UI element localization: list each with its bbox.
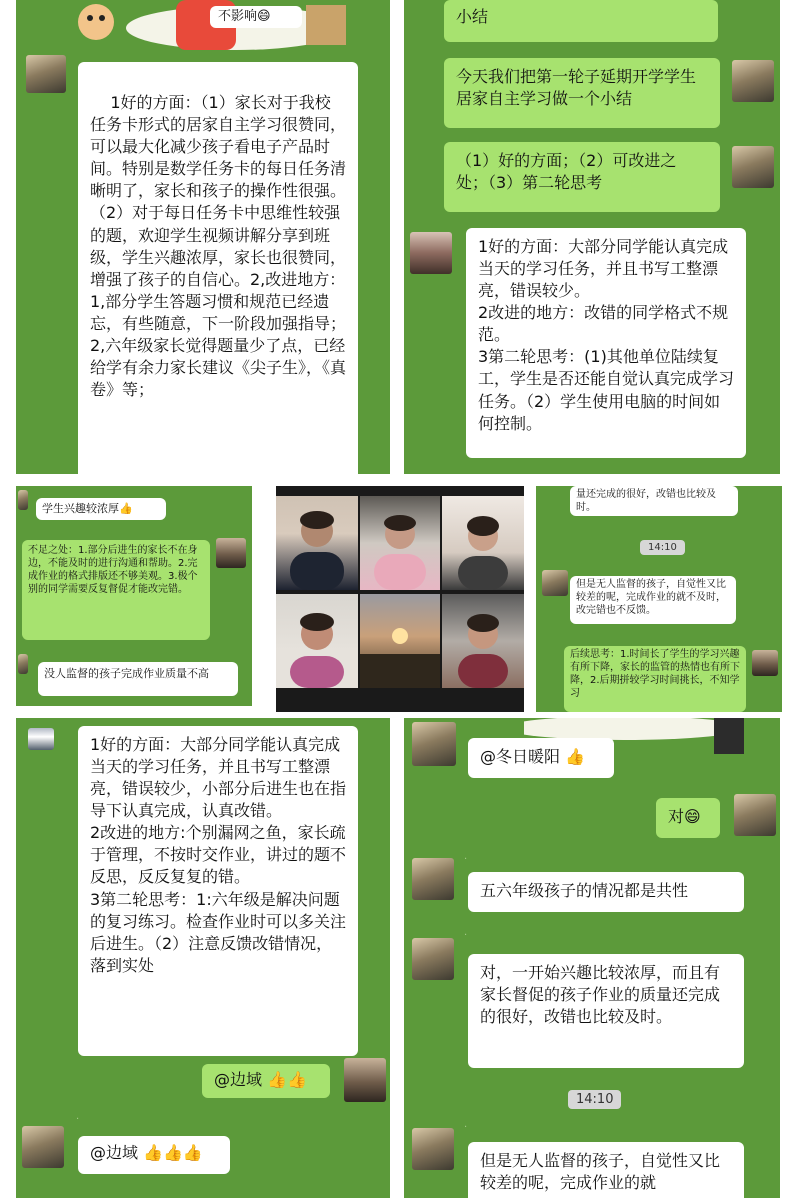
sender-avatar[interactable] <box>412 722 456 766</box>
video-tile[interactable] <box>276 496 358 590</box>
sender-avatar[interactable] <box>26 55 66 93</box>
message-bubble[interactable]: 后续思考：1.时间长了学生的学习兴趣有所下降，家长的监管的热情也有所下降，2.后期拼较学习时间挑长，不知学习 <box>564 646 746 712</box>
chat-panel-middle-right <box>536 486 782 712</box>
chat-panel-middle-left <box>16 486 252 706</box>
timestamp: 14:10 <box>640 540 685 555</box>
message-bubble[interactable]: @冬日暖阳 👍 <box>468 738 614 778</box>
sender-avatar[interactable] <box>412 1128 454 1170</box>
sender-avatar[interactable] <box>22 1126 64 1168</box>
message-bubble[interactable]: 五六年级孩子的情况都是共性 <box>468 872 744 912</box>
chat-panel-bottom-right <box>404 718 780 1198</box>
person-video <box>276 594 358 688</box>
message-bubble[interactable]: 今天我们把第一轮子延期开学学生居家自主学习做一个小结 <box>444 58 720 128</box>
sender-nickname: · <box>464 930 468 941</box>
video-call-grid <box>276 486 524 712</box>
sender-avatar[interactable] <box>28 728 54 750</box>
sender-avatar[interactable] <box>412 938 454 980</box>
my-avatar[interactable] <box>344 1058 386 1102</box>
sunset-video <box>360 594 440 688</box>
video-tile[interactable] <box>360 496 440 590</box>
message-bubble[interactable]: 量还完成的很好，改错也比较及时。 <box>570 486 738 516</box>
message-bubble[interactable]: 不足之处：1.部分后进生的家长不在身边，不能及时的进行沟通和帮助。2.完成作业的格式排版还不够美观。3.极个别的同学需要反复督促才能改完错。 <box>22 540 210 640</box>
message-bubble[interactable]: 1好的方面：大部分同学能认真完成当天的学习任务，并且书写工整漂亮，错误较少，小部分后进生也在指导下认真完成，认真改错。 2改进的地方:个别漏网之鱼，家长疏于管理，不按时交作业，讲过的题不反思，反反复复的错。 3第二轮思考：1:六年级是解决问题的复习练习。检查作业时可以多关注后进生。（2）注意反馈改错情况，落到实处 <box>78 726 358 1056</box>
message-bubble[interactable]: 对😄 <box>656 798 720 838</box>
my-avatar[interactable] <box>734 794 776 836</box>
chat-panel-bottom-left <box>16 718 390 1198</box>
person-video <box>276 496 358 590</box>
person-video <box>442 496 524 590</box>
sender-avatar[interactable] <box>18 654 28 674</box>
video-tile[interactable] <box>442 594 524 688</box>
message-bubble[interactable]: 小结 <box>444 0 718 42</box>
message-bubble[interactable]: @边域 👍👍👍 <box>78 1136 230 1174</box>
sender-nickname: · <box>464 854 468 865</box>
message-bubble[interactable] <box>78 62 358 474</box>
message-bubble[interactable]: 1好的方面：大部分同学能认真完成当天的学习任务，并且书写工整漂亮，错误较少。 2改进的地方：改错的同学格式不规范。 3第二轮思考：(1)其他单位陆续复工，学生是否还能自觉认真完成学习任务。（2）学生使用电脑的时间如何控制。 <box>466 228 746 458</box>
message-bubble[interactable]: 对，一开始兴趣比较浓厚，而且有家长督促的孩子作业的质量还完成的很好，改错也比较及时。 <box>468 954 744 1068</box>
sender-avatar[interactable] <box>410 232 452 274</box>
sender-avatar[interactable] <box>542 570 568 596</box>
my-avatar[interactable] <box>732 60 774 102</box>
video-tile[interactable] <box>360 594 440 688</box>
sender-avatar[interactable] <box>18 490 28 510</box>
message-bubble[interactable]: 但是无人监督的孩子，自觉性又比较差的呢，完成作业的就不及时，改完错也不反馈。 <box>570 576 736 624</box>
sender-nickname: · <box>464 1122 468 1133</box>
chat-panel-top-left <box>16 0 390 474</box>
my-avatar[interactable] <box>216 538 246 568</box>
message-text: 1好的方面：（1）家长对于我校任务卡形式的居家自主学习很赞同，可以最大化减少孩子看电子产品时间。特别是数学任务卡的每日任务清晰明了，家长和孩子的操作性很强。（2）对于每日任务卡中思维性较强的题，欢迎学生视频讲解分享到班级，学生兴趣浓厚，家长也很赞同，增强了孩子的自信心。2,改进地方：1,部分学生答题习惯和规范已经遗忘，有些随意，下一阶段加强指导；2,六年级家长觉得题量少了点，已经给学有余力家长建议《尖子生》，《真卷》等； <box>90 93 347 400</box>
sender-avatar[interactable] <box>412 858 454 900</box>
video-tile[interactable] <box>276 594 358 688</box>
chat-panel-top-right <box>404 0 780 474</box>
person-video <box>360 496 440 590</box>
message-bubble[interactable]: 但是无人监督的孩子，自觉性又比较差的呢，完成作业的就 <box>468 1142 744 1198</box>
person-video <box>442 594 524 688</box>
message-bubble[interactable]: @边域 👍👍 <box>202 1064 330 1098</box>
my-avatar[interactable] <box>752 650 778 676</box>
sender-nickname: · <box>76 1114 80 1125</box>
message-bubble[interactable]: （1）好的方面；（2）可改进之处；（3）第二轮思考 <box>444 142 720 212</box>
message-bubble[interactable]: 不影响😄 <box>210 6 302 28</box>
my-avatar[interactable] <box>732 146 774 188</box>
message-bubble[interactable]: 学生兴趣较浓厚👍 <box>36 498 166 520</box>
message-bubble[interactable]: 没人监督的孩子完成作业质量不高 <box>38 662 238 696</box>
timestamp: 14:10 <box>568 1090 621 1109</box>
video-tile[interactable] <box>442 496 524 590</box>
